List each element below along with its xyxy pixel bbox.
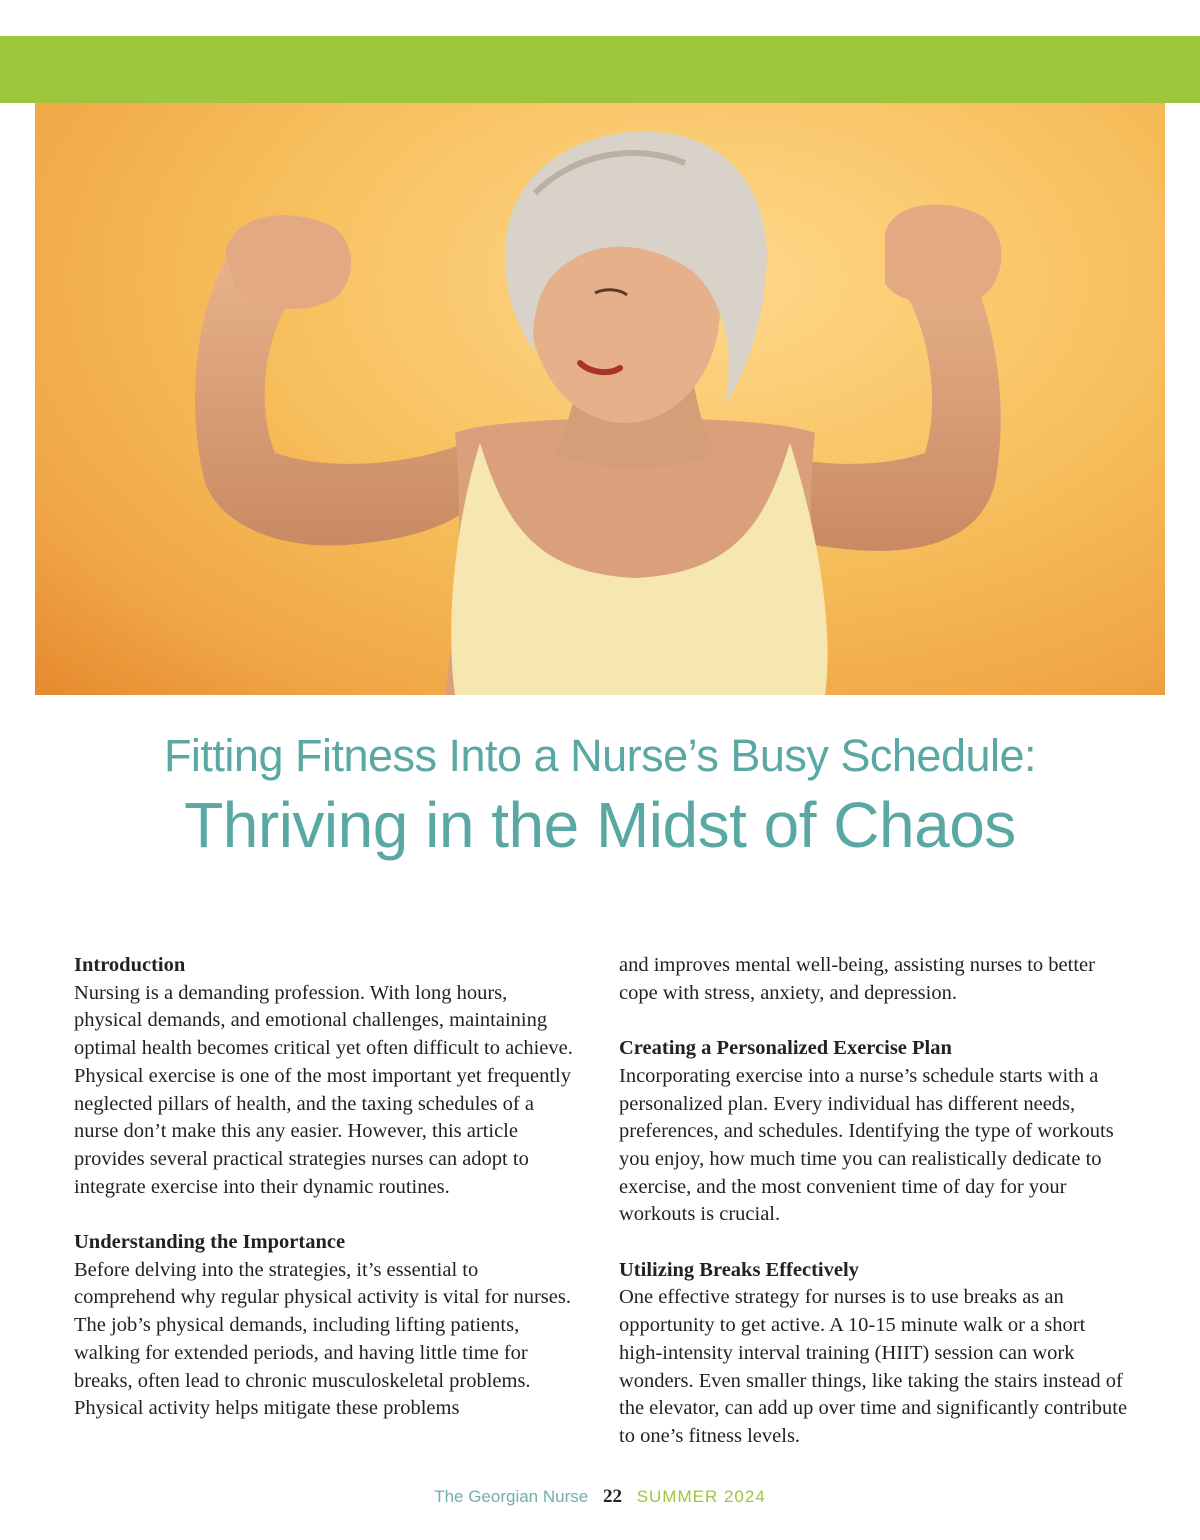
right-column (619, 952, 1129, 1451)
importance-heading: Understanding the Importance (74, 1231, 346, 1254)
intro-heading: Introduction (74, 954, 186, 976)
title-line-1: Fitting Fitness Into a Nurse’s Busy Schedule: (163, 730, 1037, 781)
article-title (0, 726, 1200, 864)
intro-body: Nursing is a demanding profession. With long hours, physical demands, and emotional challenges, maintaining optimal health becomes critical yet often difficult to achieve. Physical exercise is one of the most important yet frequently neglected pillars of health, and the taxing schedules of a nurse don’t make this any easier. However, this article provides several practical strategies nurses can adopt to integrate exercise into their dynamic routines. (74, 981, 573, 1198)
continued-body: and improves mental well-being, assisting nurses to better cope with stress, anxiety, and depression. (619, 954, 1095, 1004)
issue-label: SUMMER 2024 (636, 1487, 766, 1506)
left-column (74, 952, 574, 1423)
hero-photo (35, 103, 1165, 695)
breaks-heading: Utilizing Breaks Effectively (619, 1258, 859, 1281)
title-line-2: Thriving in the Midst of Chaos (184, 789, 1016, 861)
page-number: 22 (602, 1486, 622, 1507)
breaks-body: One effective strategy for nurses is to use breaks as an opportunity to get active. A 10-15 minute walk or a short high-intensity interval training (HIIT) session can work wonders. Even smaller things, like taking the stairs instead of the elevator, can add up over time and significantly contribute to one’s fitness levels. (619, 1286, 1128, 1447)
importance-body: Before delving into the strategies, it’s essential to comprehend why regular physical activity is vital for nurses. The job’s physical demands, including lifting patients, walking for extended periods, and having little time for breaks, often lead to chronic musculoskeletal problems. Physical activity helps mitigate these problems (74, 1258, 571, 1420)
plan-heading: Creating a Personalized Exercise Plan (619, 1037, 952, 1060)
plan-body: Incorporating exercise into a nurse’s schedule starts with a personalized plan. Every individual has different needs, preferences, and schedules. Identifying the type of workouts you enjoy, how much time you can realistically dedicate to exercise, and the most convenient time of day for your workouts is crucial. (619, 1064, 1114, 1226)
top-accent-bar (0, 36, 1200, 103)
woman-flexing-arms-photo (35, 103, 1165, 695)
magazine-name: The Georgian Nurse (434, 1487, 589, 1506)
page-footer (0, 1486, 1200, 1508)
